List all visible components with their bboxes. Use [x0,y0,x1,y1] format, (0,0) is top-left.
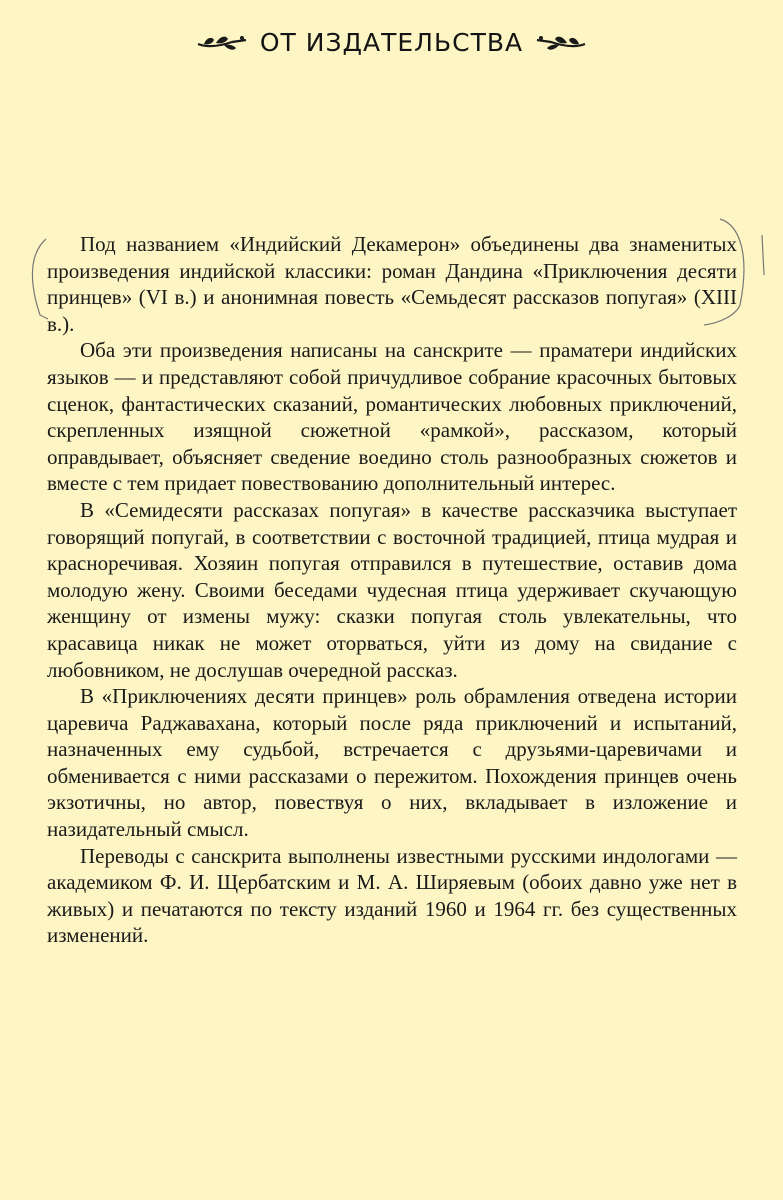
page-header [0,22,783,62]
paragraph: В «Приключениях десяти принцев» роль обрамления отведена истории царевича Раджавахана, который после ряда приключений и испытаний, назначенных ему судьбой, встречается с друзьями-царевичами и обменивается с ними рассказами о пережитом. Похождения принцев очень экзотичны, но автор, повествуя о них, вкладывает в изложение и назидательный смысл. [47,684,737,842]
paragraph: Переводы с санскрита выполнены известными русскими индологами — академиком Ф. И. Щербатским и М. А. Ширяевым (обоих давно уже нет в живых) и печатаются по тексту изданий 1960 и 1964 гг. без существенных изменений. [47,843,737,948]
page-title: ОТ ИЗДАТЕЛЬСТВА [259,27,524,57]
paragraph: В «Семидесяти рассказах попугая» в качестве рассказчика выступает говорящий попугай, в соответствии с восточной традицией, птица мудрая и красноречивая. Хозяин попугая отправился в путешествие, оставив дома молодую жену. Своими беседами чудесная птица удерживает скучающую женщину от измены мужу: сказки попугая столь увлекательны, что красавица никак не может оторваться, уйти из дому на свидание с любовником, не дослушав очередной рассказ. [47,497,737,682]
paragraph: Оба эти произведения написаны на санскрите — праматери индийских языков — и представляют собой причудливое собрание красочных бытовых сценок, фантастических сказаний, романтических любовных приключений, скрепленных изящной сюжетной «рамкой», рассказом, который оправдывает, объясняет сведение воедино столь разнообразных сюжетов и вместе с тем придает повествованию дополнительный интерес. [47,338,737,496]
floral-ornament-icon [194,30,250,54]
floral-ornament-icon [533,30,589,54]
publisher-note-text [47,231,737,949]
pencil-bracket-left [10,235,50,325]
paragraph: Под названием «Индийский Декамерон» объединены два знаменитых произведения индийской классики: роман Дандина «Приключения десяти принцев» (VI в.) и анонимная повесть «Семьдесят рассказов попугая» (XIII в.). [47,232,737,336]
